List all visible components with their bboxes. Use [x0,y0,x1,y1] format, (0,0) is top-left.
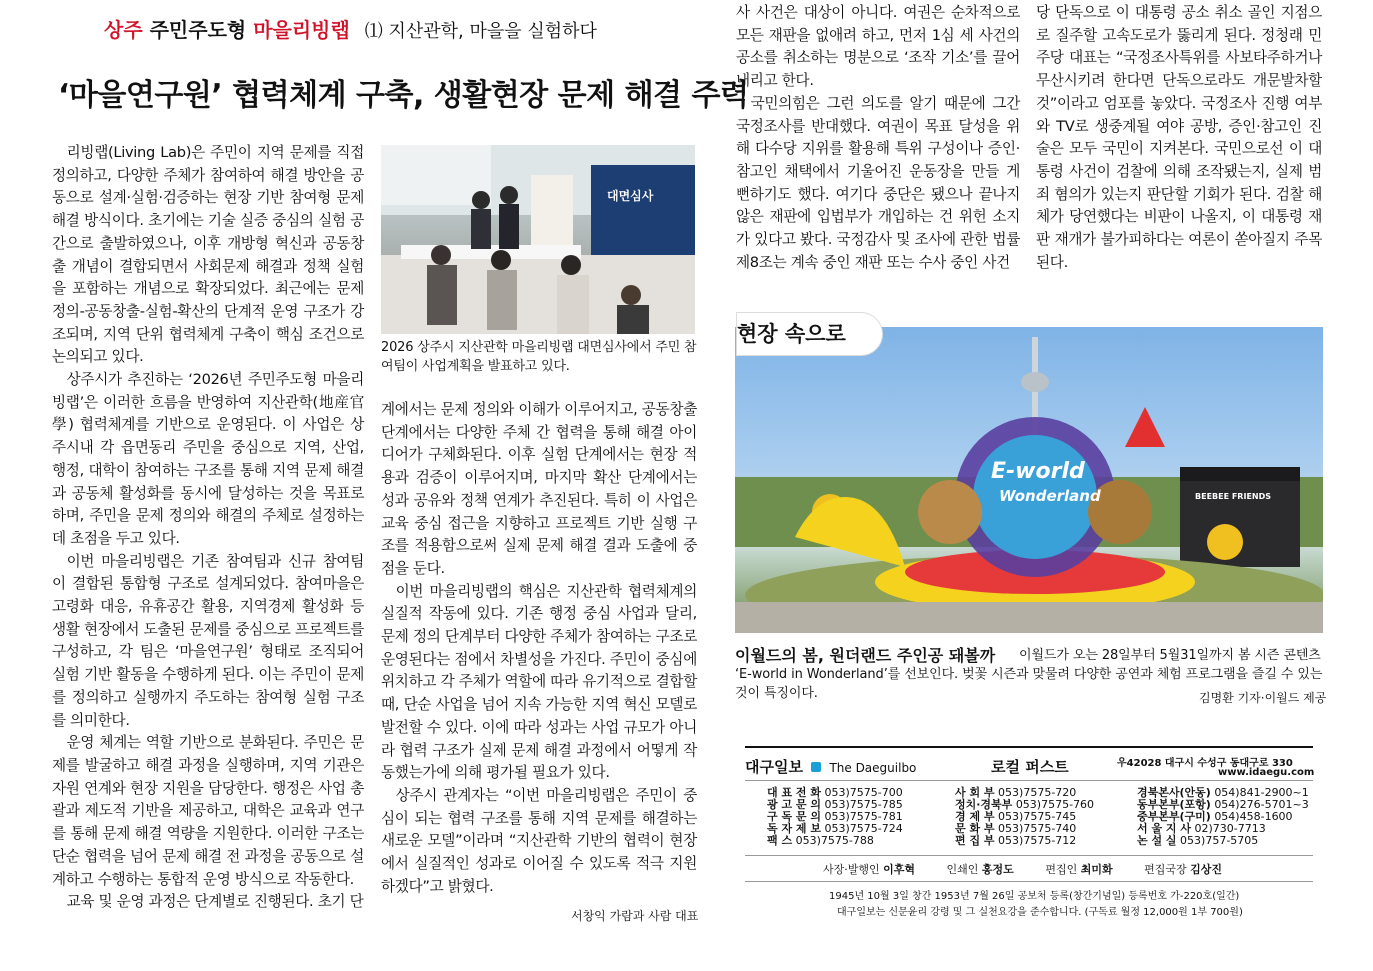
headline: ‘마을연구원’ 협력체계 구축, 생활현장 문제 해결 주력 [58,78,749,113]
contact-value: 053)7575-745 [998,810,1077,823]
paragraph: 상주시 관계자는 “이번 마을리빙랩은 주민이 중심이 되는 협력 구조를 통해 지역 문제를 해결하는 새로운 모델”이라며 “지산관학 기반의 협력이 현장에서 실질적인 성과로 이어질 수 있도록 적극 지원하겠다”고 밝혔다. [381,786,697,895]
printer-name: 홍정도 [981,863,1014,876]
editor-label: 편집인 [1045,863,1078,876]
paragraph: 이번 마을리빙랩의 핵심은 지산관학 협력체계의 실질적 작동에 있다. 기존 행정 중심 사업과 달리, 문제 정의 단계부터 다양한 주체가 참여하는 구조로 운영된다는 점에서 차별성을 가진다. 주민이 중심에 위치하고 각 주체가 역할에 따라 유기적으로 결합할 때, 단순 사업을 넘어 지속 가능한 지역 혁신 모델로 발전할 수 있다. 이에 따라 성과는 사업 규모가 아니라 협력 구조가 실제 문제 해결 과정에서 어떻게 작동했는가에 의해 평가될 필요가 있다. [381,582,697,782]
paragraph: 사 사건은 대상이 아니다. 여권은 순차적으로 모든 재판을 없애려 하고, 먼저 1심 세 사건의 공소를 취소하는 명분으로 ‘조작 기소’를 끌어내리고 한다. [736,4,1020,90]
contact-label: 서 울 지 사 [1137,822,1191,835]
contact-label: 중부본부(구미) [1137,810,1211,823]
paragraph: 교육 및 운영 과정은 단계별로 진행된다. 초기 단 [66,893,364,911]
paragraph: 국민의힘은 그런 의도를 알기 때문에 그간 국정조사를 반대했다. 여권이 목표 달성을 위해 다수당 지위를 활용해 특위 구성이나 증인·참고인 채택에서 기울어진 운동장을 만들 게 뻔하기도 했다. 여기다 중단은 됐으나 끝나지 않은 재판에 입법부가 개입하는 건 위헌 소지가 있다고 봤다. 국정감사 및 조사에 관한 법률 제8조는 계속 중인 재판 또는 수사 중인 사건 [736,94,1020,271]
contact-value: 053)7575-781 [824,810,903,823]
contact-value: 053)757-5705 [1180,834,1259,847]
contact-left [767,787,903,847]
contact-label: 동부본부(포항) [1137,798,1211,811]
website-url[interactable]: www.idaegu.com [1218,767,1315,778]
contact-value: 02)730-7713 [1194,822,1266,835]
chief-label: 편집국장 [1144,863,1187,876]
staff-line [823,861,1222,877]
contact-value: 053)7575-720 [998,786,1077,799]
field-caption: 이월드가 오는 28일부터 5월31일까지 봄 시즌 콘텐츠 ‘E-world in Wonderland’를 선보인다. 벚꽃 시즌과 맞물려 다양한 공연과 체험 프로그램을 즐길 수 있는 것이 특징이다. [735,648,1323,701]
series-title-black: 주민주도형 [149,18,247,42]
article2-col3 [736,2,1020,274]
contact-mid [955,787,1094,847]
article1-col2 [381,399,697,898]
article1-col1 [52,142,364,914]
contact-label: 사 회 부 [955,786,995,799]
contact-value: 054)458-1600 [1214,810,1293,823]
contact-label: 독 자 제 보 [767,822,821,835]
article2-col4 [1036,2,1322,274]
contact-label: 구 독 문 의 [767,810,821,823]
paragraph: 계에서는 문제 정의와 이해가 이루어지고, 공동창출 단계에서는 다양한 주체 간 협력을 통해 해결 아이디어가 구체화된다. 이후 실험 단계에서는 현장 적용과 검증이 이루어지며, 마지막 확산 단계에서는 성과 공유와 정책 연계가 추진된다. 특히 이 사업은 교육 중심 접근을 지향하고 프로젝트 기반 실행 구조를 적용함으로써 실제 문제 해결 결과 도출에 중점을 둔다. [381,401,697,577]
contact-value: 054)841-2900~1 [1214,786,1309,799]
publisher-label: 사장·발행인 [823,863,880,876]
shop-sign: BEEBEE FRIENDS [1195,492,1272,501]
contact-value: 053)7575-760 [1015,798,1095,811]
photo-review-session [381,145,695,334]
printer-label: 인쇄인 [946,863,979,876]
wonderland-sign-1: E-world [991,459,1085,484]
contact-value: 053)7575-712 [998,834,1077,847]
photo-eworld-wonderland [735,327,1323,633]
field-title: 이월드의 봄, 원더랜드 주인공 돼볼까 [735,646,996,665]
contact-label: 대 표 전 화 [767,786,821,799]
paragraph: 당 단독으로 이 대통령 공소 취소 골인 지점으로 질주할 고속도로가 뚫리게 된다. 정청래 민주당 대표는 “국정조사특위를 사보타주하거나 무산시키려 한다면 단독으로라도 개문발차할 것”이라고 엄포를 놓았다. 국정조사 진행 여부와 TV로 생중계될 여야 공방, 증인·참고인 진술은 모두 국민이 지켜본다. 국민으로선 이 대통령 사건이 검찰에 의해 조작됐는지, 실제 범죄 혐의가 있는지 판단할 기회가 된다. 검찰 해체가 당연했다는 비판이 나올지, 이 대통령 재판 재개가 불가피하다는 여론이 쏟아질지 주목된다. [1036,4,1322,271]
address: 우42028 대구시 수성구 동대구로 330 [1117,758,1293,769]
contact-value: 053)7575-724 [824,822,903,835]
contact-value: 053)7575-700 [824,786,903,799]
photo-illustration [381,145,695,334]
contact-label: 정치·경북부 [955,798,1013,811]
byline: 서창익 가람과 사람 대표 [571,909,699,923]
series-subtitle: ⑴ 지산관학, 마을을 실험하다 [364,21,597,42]
founding-info: 1945년 10월 3일 창간 1953년 7월 26일 공보처 등록(창간기념일) 등록번호 가-220호(일간) [829,891,1240,902]
paragraph: 운영 체계는 역할 기반으로 분화된다. 주민은 문제를 발굴하고 해결 과정을 실행하며, 지역 기관은 자원 연계와 현장 지원을 담당한다. 행정은 사업 총괄과 제도적 기반을 제공하고, 대학은 교육과 연구를 통해 문제 해결 역량을 지원한다. 이러한 구조는 단순 협력을 넘어 문제 해결 전 과정을 공동으로 설계하고 수행하는 통합적 운영 방식으로 작동한다. [52,734,364,888]
paper-name-ko: 대구일보 [745,758,803,776]
slogan: 로컬 퍼스트 [991,758,1069,776]
contact-value: 054)276-5701~3 [1214,798,1309,811]
photo-caption: 2026 상주시 지산관학 마을리빙랩 대면심사에서 주민 참여팀이 사업계획을 발표하고 있다. [381,340,697,374]
section-tag [736,312,883,356]
contact-label: 경 제 부 [955,810,995,823]
contact-label: 팩 스 [767,834,793,847]
contact-label: 편 집 부 [955,834,995,847]
contact-label: 광 고 문 의 [767,798,821,811]
paragraph: 상주시가 추진하는 ‘2026년 주민주도형 마을리빙랩’은 이러한 흐름을 반영하여 지산관학(地産官學) 협력체계를 기반으로 운영된다. 이 사업은 상주시내 각 읍면동리 주민을 중심으로 지역, 산업, 행정, 대학이 참여하는 구조를 통해 지역 문제 해결과 공동체 활성화를 동시에 달성하는 것을 목표로 하며, 주민을 문제 정의와 해결의 주체로 설정하는 데 초점을 두고 있다. [52,371,364,547]
wonderland-sign-2: Wonderland [999,487,1101,505]
contact-label: 경북본사(안동) [1137,786,1211,799]
screen-sign-text: 대면심사 [607,189,654,203]
series-title-red: 마을리빙랩 [253,18,350,42]
contact-label: 문 화 부 [955,822,995,835]
editor-name: 최미화 [1080,863,1113,876]
contact-label: 논 설 실 [1137,834,1177,847]
series-prefix: 상주 [104,18,143,42]
paper-name-en: The Daeguilbo [829,761,917,775]
masthead [745,746,1313,924]
section-tag-label: 현장 속으로 [737,322,846,346]
contact-value: 053)7575-788 [795,834,874,847]
contact-value: 053)7575-740 [998,822,1077,835]
publisher-name: 이후혁 [883,863,916,876]
contact-right [1137,787,1309,847]
field-credit: 김명환 기자·이월드 제공 [1199,691,1327,705]
ethics-notice: 대구일보는 신문윤리 강령 및 그 실천요강을 준수합니다. (구독료 월정 12,000원 1부 700원) [837,907,1243,918]
series-header [104,14,597,43]
contact-value: 053)7575-785 [824,798,903,811]
chief-name: 김상진 [1190,863,1222,876]
paragraph: 이번 마을리빙랩은 기존 참여팀과 신규 참여팀이 결합된 통합형 구조로 설계되었다. 참여마을은 고령화 대응, 유휴공간 활용, 지역경제 활성화 등 생활 현장에서 도출된 문제를 중심으로 프로젝트를 구성하고, 각 팀은 ‘마을연구원’ 형태로 조직되어 실험 기반 활동을 수행하게 된다. 이는 주민이 문제를 정의하고 실행까지 주도하는 참여형 실험 구조를 의미한다. [52,552,364,729]
paper-logo-icon [811,762,821,772]
paragraph: 리빙랩(Living Lab)은 주민이 지역 문제를 직접 정의하고, 다양한 주체가 참여하여 해결 방안을 공동으로 설계·실험·검증하는 현장 기반 참여형 문제 해결 방식이다. 초기에는 기술 실증 중심의 실험 공간으로 출발하였으나, 이후 개방형 혁신과 공동창출 개념이 결합되면서 사회문제 해결과 정책 실험을 포함하는 개념으로 확장되었다. 최근에는 문제정의-공동창출-실험-확산의 단계적 운영 구조가 강조되며, 지역 단위 협력체계 구축이 핵심 조건으로 논의되고 있다. [52,144,364,366]
